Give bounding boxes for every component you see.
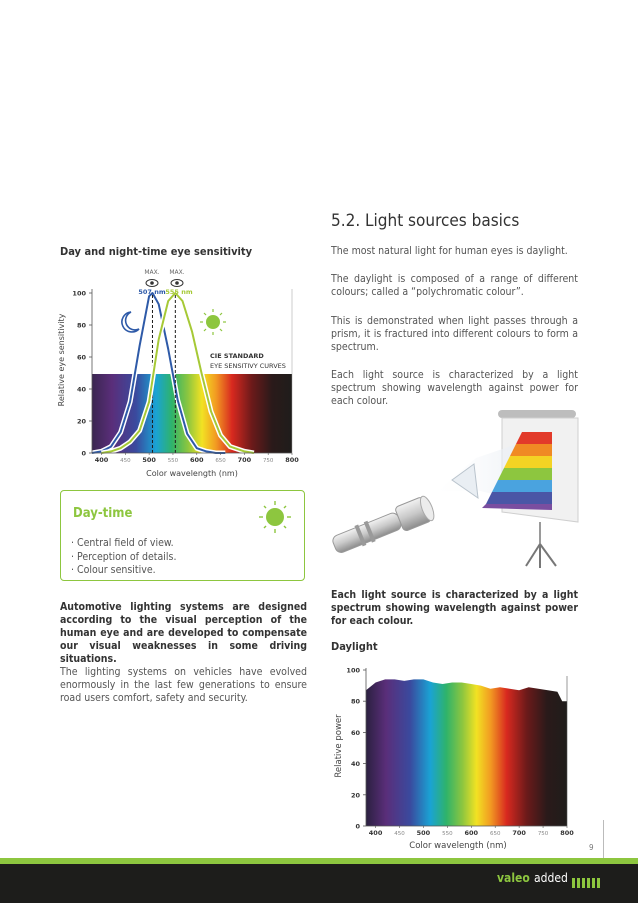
- eye-icon: [146, 280, 183, 287]
- moon-icon: [122, 312, 139, 332]
- eye-xtick-label: 650: [215, 458, 226, 464]
- eye-xtick-label: 700: [237, 456, 252, 464]
- eye-ytick-label: 80: [76, 321, 86, 330]
- automotive-paragraph: Automotive lighting systems are designed according to the visual perception of the human eye and are developed to compensate our visual weaknesses in some driving situations.: [60, 601, 307, 665]
- flashlight: [330, 495, 437, 558]
- eye-chart-heading: Day and night-time eye sensitivity: [60, 245, 253, 258]
- day-max-label: MAX.: [169, 269, 185, 276]
- daylight-xtick-label: 600: [464, 829, 479, 837]
- daylight-xlabel: Color wavelength (nm): [409, 841, 507, 851]
- daylight-spectrum-area: [366, 679, 567, 826]
- eye-ytick-label: 40: [76, 385, 86, 394]
- daytime-item: · Central field of view.: [71, 537, 174, 549]
- daytime-item: · Perception of details.: [71, 550, 177, 563]
- daylight-xtick-label: 650: [489, 831, 501, 837]
- eye-chart-ylabel: Relative eye sensitivity: [57, 313, 66, 407]
- footer-brand: valeo: [497, 871, 530, 885]
- daytime-sun-icon: [258, 500, 292, 534]
- spectrum-statement: Each light source is characterized by a light spectrum showing wavelength against power for each colour.: [331, 589, 578, 627]
- eye-ytick-label: 100: [72, 289, 86, 298]
- intro-paragraph-4: Each light source is characterized by a light spectrum showing wavelength against power for each colour.: [331, 369, 578, 407]
- daylight-xtick-label: 500: [416, 829, 431, 837]
- daylight-xtick-label: 800: [560, 829, 574, 837]
- section-title: 5.2. Light sources basics: [331, 211, 520, 231]
- footer-tagline: added: [534, 871, 568, 885]
- daylight-heading: Daylight: [331, 640, 378, 653]
- daylight-ytick-label: 100: [346, 666, 360, 675]
- eye-xtick-label: 450: [120, 458, 131, 464]
- legend-line-1: CIE STANDARD: [210, 352, 264, 360]
- sun-icon: [200, 309, 226, 335]
- eye-ytick-label: 20: [76, 417, 86, 426]
- eye-xtick-label: 550: [167, 458, 179, 464]
- evolution-paragraph: The lighting systems on vehicles have evolved enormously in the last few generations to ensure road users comfort, safety and security.: [60, 666, 307, 704]
- eye-xtick-label: 400: [94, 456, 109, 464]
- daylight-ytick-label: 80: [350, 697, 360, 706]
- eye-ytick-label: 0: [81, 449, 86, 458]
- margin-rule: [603, 820, 604, 858]
- daylight-chart: [326, 660, 584, 855]
- prism-projector-illustration: [326, 404, 580, 570]
- eye-xtick-label: 600: [189, 456, 204, 464]
- screen-roller: [498, 410, 576, 418]
- footer-stripes: [572, 873, 600, 892]
- day-peak-label: 555 nm: [165, 288, 193, 296]
- intro-paragraph-3: This is demonstrated when light passes through a prism, it is fractured into different colours to form a spectrum.: [331, 315, 578, 353]
- daylight-xtick-label: 400: [368, 829, 383, 837]
- daylight-xtick-label: 550: [442, 831, 453, 837]
- eye-ytick-label: 60: [76, 353, 86, 362]
- page-number: 9: [589, 843, 594, 852]
- daylight-xtick-label: 450: [394, 831, 405, 837]
- eye-chart-xlabel: Color wavelength (nm): [146, 469, 238, 478]
- eye-xtick-label: 500: [142, 456, 156, 464]
- night-max-label: MAX.: [144, 269, 160, 276]
- daytime-item: · Colour sensitive.: [71, 564, 156, 576]
- daytime-title: Day-time: [73, 506, 133, 521]
- eye-xtick-label: 750: [262, 458, 274, 464]
- daylight-ytick-label: 0: [355, 822, 360, 831]
- night-peak-label: 507 nm: [138, 288, 166, 296]
- daylight-ylabel: Relative power: [334, 714, 344, 778]
- daylight-ytick-label: 60: [350, 728, 360, 737]
- legend-line-2: EYE SENSITIVY CURVES: [210, 362, 286, 370]
- daylight-ytick-label: 20: [350, 791, 360, 800]
- daylight-ytick-label: 40: [350, 760, 360, 769]
- eye-xtick-label: 800: [285, 456, 299, 464]
- daylight-xtick-label: 750: [537, 831, 549, 837]
- daylight-xtick-label: 700: [512, 829, 526, 837]
- intro-paragraph-1: The most natural light for human eyes is daylight.: [331, 245, 568, 257]
- intro-paragraph-2: The daylight is composed of a range of different colours; called a “polychromatic colour”.: [331, 273, 578, 298]
- eye-sensitivity-chart: [52, 264, 302, 482]
